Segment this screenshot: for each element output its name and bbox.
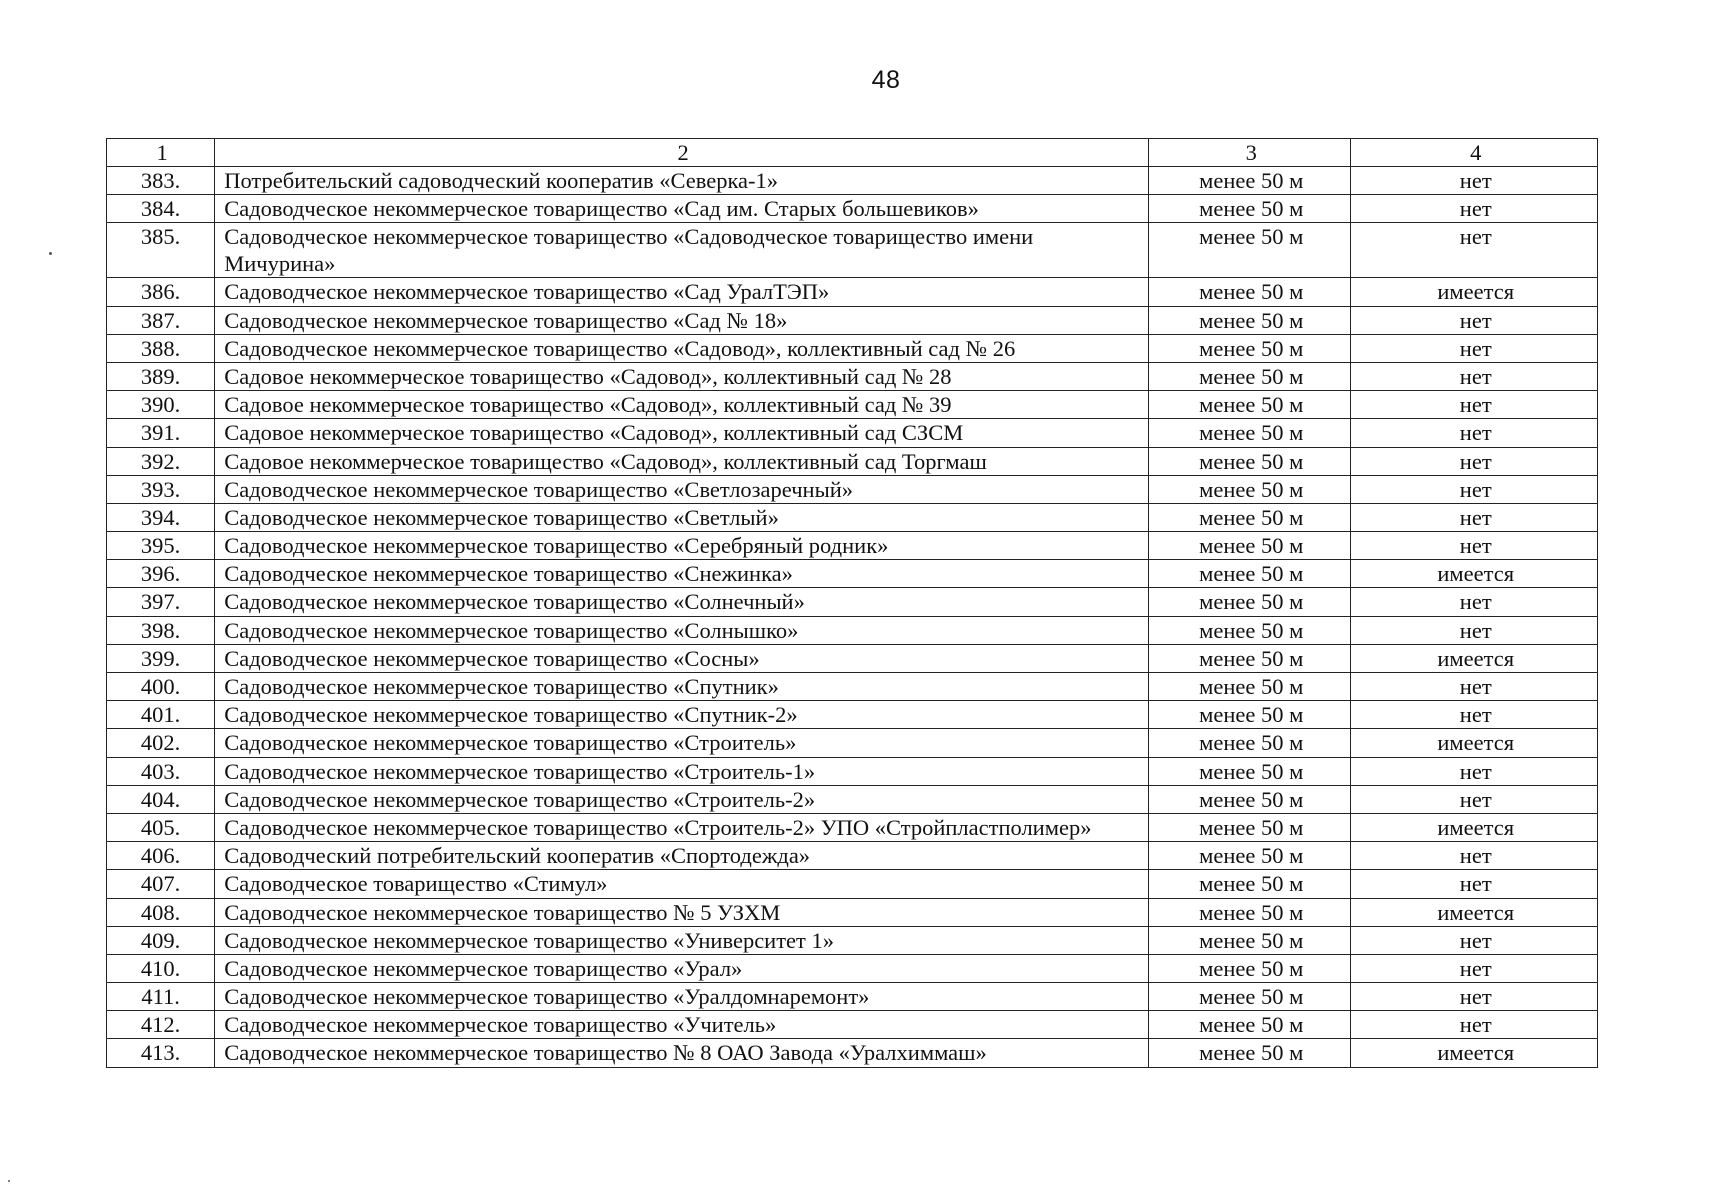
organization-name-cell: Садоводческое некоммерческое товарищество «Садоводческое товарищество имени Мичурина» bbox=[215, 223, 1149, 278]
table-row bbox=[107, 419, 1598, 447]
row-number-cell: 397. bbox=[107, 588, 215, 616]
table-row bbox=[107, 560, 1598, 588]
organization-name-cell: Садоводческое некоммерческое товарищество «Солнышко» bbox=[215, 616, 1149, 644]
organization-name-cell: Садоводческое некоммерческое товарищество № 5 УЗХМ bbox=[215, 898, 1149, 926]
organization-name-cell: Садоводческое некоммерческое товарищество «Сосны» bbox=[215, 644, 1149, 672]
availability-cell: нет bbox=[1351, 475, 1598, 503]
table-row bbox=[107, 926, 1598, 954]
availability-cell: имеется bbox=[1351, 560, 1598, 588]
row-number-cell: 404. bbox=[107, 785, 215, 813]
distance-cell: менее 50 м bbox=[1149, 560, 1351, 588]
organization-name-cell: Садоводческое некоммерческое товарищество «Уралдомнаремонт» bbox=[215, 983, 1149, 1011]
organization-name-cell: Садовое некоммерческое товарищество «Садовод», коллективный сад № 28 bbox=[215, 362, 1149, 390]
distance-cell: менее 50 м bbox=[1149, 419, 1351, 447]
distance-cell: менее 50 м bbox=[1149, 785, 1351, 813]
table-row bbox=[107, 278, 1598, 306]
availability-cell: нет bbox=[1351, 532, 1598, 560]
scan-speck bbox=[49, 252, 52, 255]
row-number-cell: 384. bbox=[107, 195, 215, 223]
row-number-cell: 390. bbox=[107, 391, 215, 419]
availability-cell: нет bbox=[1351, 926, 1598, 954]
distance-cell: менее 50 м bbox=[1149, 729, 1351, 757]
distance-cell: менее 50 м bbox=[1149, 983, 1351, 1011]
organization-name-cell: Садоводческий потребительский кооператив «Спортодежда» bbox=[215, 842, 1149, 870]
organization-name-cell: Садоводческое некоммерческое товарищество «Сад им. Старых большевиков» bbox=[215, 195, 1149, 223]
distance-cell: менее 50 м bbox=[1149, 954, 1351, 982]
row-number-cell: 399. bbox=[107, 644, 215, 672]
distance-cell: менее 50 м bbox=[1149, 757, 1351, 785]
availability-cell: нет bbox=[1351, 954, 1598, 982]
column-header-4: 4 bbox=[1351, 139, 1598, 167]
distance-cell: менее 50 м bbox=[1149, 362, 1351, 390]
row-number-cell: 408. bbox=[107, 898, 215, 926]
column-header-1: 1 bbox=[107, 139, 215, 167]
distance-cell: менее 50 м bbox=[1149, 701, 1351, 729]
table-row bbox=[107, 447, 1598, 475]
table-row bbox=[107, 223, 1598, 278]
availability-cell: имеется bbox=[1351, 278, 1598, 306]
availability-cell: имеется bbox=[1351, 898, 1598, 926]
table-row bbox=[107, 588, 1598, 616]
row-number-cell: 389. bbox=[107, 362, 215, 390]
column-header-2: 2 bbox=[215, 139, 1149, 167]
organization-name-cell: Садоводческое некоммерческое товарищество «Строитель-1» bbox=[215, 757, 1149, 785]
distance-cell: менее 50 м bbox=[1149, 278, 1351, 306]
row-number-cell: 394. bbox=[107, 503, 215, 531]
availability-cell: нет bbox=[1351, 334, 1598, 362]
table-row bbox=[107, 306, 1598, 334]
table-row bbox=[107, 983, 1598, 1011]
availability-cell: нет bbox=[1351, 757, 1598, 785]
availability-cell: нет bbox=[1351, 167, 1598, 195]
organization-name-cell: Садоводческое некоммерческое товарищество «Светлозаречный» bbox=[215, 475, 1149, 503]
distance-cell: менее 50 м bbox=[1149, 898, 1351, 926]
organization-name-cell: Садоводческое некоммерческое товарищество «Урал» bbox=[215, 954, 1149, 982]
row-number-cell: 409. bbox=[107, 926, 215, 954]
row-number-cell: 383. bbox=[107, 167, 215, 195]
organization-name-cell: Садоводческое некоммерческое товарищество «Спутник-2» bbox=[215, 701, 1149, 729]
table-row bbox=[107, 195, 1598, 223]
organization-name-cell: Садоводческое некоммерческое товарищество «Серебряный родник» bbox=[215, 532, 1149, 560]
distance-cell: менее 50 м bbox=[1149, 391, 1351, 419]
availability-cell: имеется bbox=[1351, 729, 1598, 757]
distance-cell: менее 50 м bbox=[1149, 870, 1351, 898]
availability-cell: нет bbox=[1351, 842, 1598, 870]
table-row bbox=[107, 757, 1598, 785]
distance-cell: менее 50 м bbox=[1149, 532, 1351, 560]
table-row bbox=[107, 1039, 1598, 1067]
distance-cell: менее 50 м bbox=[1149, 1011, 1351, 1039]
availability-cell: нет bbox=[1351, 983, 1598, 1011]
table-body bbox=[107, 167, 1598, 1068]
availability-cell: нет bbox=[1351, 785, 1598, 813]
row-number-cell: 392. bbox=[107, 447, 215, 475]
availability-cell: нет bbox=[1351, 447, 1598, 475]
organization-name-cell: Садоводческое некоммерческое товарищество № 8 ОАО Завода «Уралхиммаш» bbox=[215, 1039, 1149, 1067]
availability-cell: нет bbox=[1351, 673, 1598, 701]
organization-name-cell: Садоводческое некоммерческое товарищество «Учитель» bbox=[215, 1011, 1149, 1039]
organization-name-cell: Садоводческое товарищество «Стимул» bbox=[215, 870, 1149, 898]
availability-cell: имеется bbox=[1351, 813, 1598, 841]
page-number: 48 bbox=[871, 66, 901, 94]
availability-cell: нет bbox=[1351, 503, 1598, 531]
availability-cell: нет bbox=[1351, 419, 1598, 447]
table-row bbox=[107, 842, 1598, 870]
row-number-cell: 410. bbox=[107, 954, 215, 982]
table-row bbox=[107, 167, 1598, 195]
organization-name-cell: Садоводческое некоммерческое товарищество «Строитель-2» bbox=[215, 785, 1149, 813]
availability-cell: нет bbox=[1351, 195, 1598, 223]
table-row bbox=[107, 701, 1598, 729]
row-number-cell: 395. bbox=[107, 532, 215, 560]
distance-cell: менее 50 м bbox=[1149, 842, 1351, 870]
distance-cell: менее 50 м bbox=[1149, 588, 1351, 616]
distance-cell: менее 50 м bbox=[1149, 334, 1351, 362]
table-row bbox=[107, 673, 1598, 701]
table-row bbox=[107, 813, 1598, 841]
row-number-cell: 391. bbox=[107, 419, 215, 447]
table-row bbox=[107, 503, 1598, 531]
gardening-associations-table bbox=[106, 138, 1598, 1068]
distance-cell: менее 50 м bbox=[1149, 813, 1351, 841]
row-number-cell: 393. bbox=[107, 475, 215, 503]
organization-name-cell: Потребительский садоводческий кооператив «Северка-1» bbox=[215, 167, 1149, 195]
organization-name-cell: Садоводческое некоммерческое товарищество «Снежинка» bbox=[215, 560, 1149, 588]
organization-name-cell: Садоводческое некоммерческое товарищество «Университет 1» bbox=[215, 926, 1149, 954]
row-number-cell: 403. bbox=[107, 757, 215, 785]
availability-cell: нет bbox=[1351, 588, 1598, 616]
table-row bbox=[107, 362, 1598, 390]
row-number-cell: 412. bbox=[107, 1011, 215, 1039]
organization-name-cell: Садовое некоммерческое товарищество «Садовод», коллективный сад Торгмаш bbox=[215, 447, 1149, 475]
table-row bbox=[107, 729, 1598, 757]
table-header-row bbox=[107, 139, 1598, 167]
row-number-cell: 388. bbox=[107, 334, 215, 362]
organization-name-cell: Садоводческое некоммерческое товарищество «Сад УралТЭП» bbox=[215, 278, 1149, 306]
availability-cell: нет bbox=[1351, 306, 1598, 334]
row-number-cell: 396. bbox=[107, 560, 215, 588]
organization-name-cell: Садоводческое некоммерческое товарищество «Садовод», коллективный сад № 26 bbox=[215, 334, 1149, 362]
availability-cell: имеется bbox=[1351, 1039, 1598, 1067]
distance-cell: менее 50 м bbox=[1149, 475, 1351, 503]
organization-name-cell: Садоводческое некоммерческое товарищество «Строитель» bbox=[215, 729, 1149, 757]
row-number-cell: 413. bbox=[107, 1039, 215, 1067]
distance-cell: менее 50 м bbox=[1149, 195, 1351, 223]
organization-name-cell: Садовое некоммерческое товарищество «Садовод», коллективный сад СЗСМ bbox=[215, 419, 1149, 447]
row-number-cell: 401. bbox=[107, 701, 215, 729]
table-row bbox=[107, 954, 1598, 982]
distance-cell: менее 50 м bbox=[1149, 616, 1351, 644]
table-row bbox=[107, 334, 1598, 362]
availability-cell: нет bbox=[1351, 701, 1598, 729]
table-row bbox=[107, 616, 1598, 644]
row-number-cell: 411. bbox=[107, 983, 215, 1011]
column-header-3: 3 bbox=[1149, 139, 1351, 167]
distance-cell: менее 50 м bbox=[1149, 223, 1351, 278]
organization-name-cell: Садоводческое некоммерческое товарищество «Солнечный» bbox=[215, 588, 1149, 616]
distance-cell: менее 50 м bbox=[1149, 673, 1351, 701]
organization-name-cell: Садоводческое некоммерческое товарищество «Сад № 18» bbox=[215, 306, 1149, 334]
availability-cell: нет bbox=[1351, 362, 1598, 390]
organization-name-cell: Садовое некоммерческое товарищество «Садовод», коллективный сад № 39 bbox=[215, 391, 1149, 419]
organization-name-cell: Садоводческое некоммерческое товарищество «Строитель-2» УПО «Стройпластполимер» bbox=[215, 813, 1149, 841]
row-number-cell: 385. bbox=[107, 223, 215, 278]
row-number-cell: 387. bbox=[107, 306, 215, 334]
availability-cell: нет bbox=[1351, 391, 1598, 419]
distance-cell: менее 50 м bbox=[1149, 306, 1351, 334]
table-row bbox=[107, 532, 1598, 560]
distance-cell: менее 50 м bbox=[1149, 1039, 1351, 1067]
table-row bbox=[107, 785, 1598, 813]
row-number-cell: 398. bbox=[107, 616, 215, 644]
row-number-cell: 400. bbox=[107, 673, 215, 701]
table-row bbox=[107, 1011, 1598, 1039]
row-number-cell: 407. bbox=[107, 870, 215, 898]
table-row bbox=[107, 898, 1598, 926]
scan-speck bbox=[8, 1180, 10, 1182]
distance-cell: менее 50 м bbox=[1149, 447, 1351, 475]
availability-cell: нет bbox=[1351, 870, 1598, 898]
availability-cell: имеется bbox=[1351, 644, 1598, 672]
availability-cell: нет bbox=[1351, 223, 1598, 278]
row-number-cell: 405. bbox=[107, 813, 215, 841]
table-row bbox=[107, 870, 1598, 898]
availability-cell: нет bbox=[1351, 616, 1598, 644]
availability-cell: нет bbox=[1351, 1011, 1598, 1039]
distance-cell: менее 50 м bbox=[1149, 926, 1351, 954]
row-number-cell: 402. bbox=[107, 729, 215, 757]
distance-cell: менее 50 м bbox=[1149, 503, 1351, 531]
distance-cell: менее 50 м bbox=[1149, 167, 1351, 195]
organization-name-cell: Садоводческое некоммерческое товарищество «Светлый» bbox=[215, 503, 1149, 531]
organization-name-cell: Садоводческое некоммерческое товарищество «Спутник» bbox=[215, 673, 1149, 701]
row-number-cell: 406. bbox=[107, 842, 215, 870]
table-row bbox=[107, 475, 1598, 503]
distance-cell: менее 50 м bbox=[1149, 644, 1351, 672]
table-row bbox=[107, 391, 1598, 419]
table-row bbox=[107, 644, 1598, 672]
row-number-cell: 386. bbox=[107, 278, 215, 306]
